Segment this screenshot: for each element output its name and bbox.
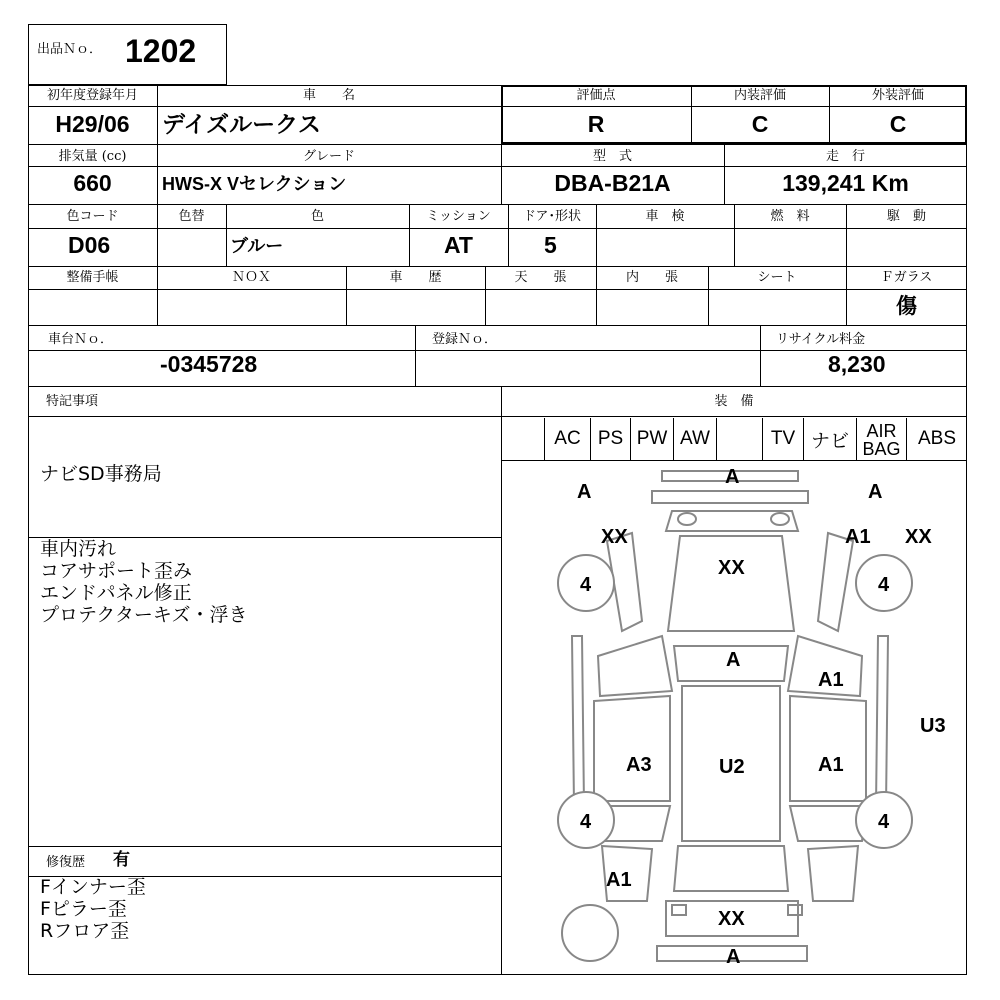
equipment-ac: AC [544,418,590,460]
damage-right-fender-a: A1 [845,526,871,548]
roof-label: 天 張 [514,270,567,285]
equipment-navi: ナビ [803,418,856,460]
model-value: DBA-B21A [554,170,671,196]
damage-roof: U2 [719,756,745,778]
damage-left-rear-door: A3 [626,754,652,776]
lot-label: 出品Ｎｏ． [37,42,103,57]
equipment-airbag: AIR BAG [856,418,906,460]
repair-line: Fピラー歪 [40,898,127,920]
fuel-label: 燃 料 [770,209,810,224]
damage-right-rear-door: A1 [818,754,844,776]
recycle-value: 8,230 [828,351,886,377]
inspection-label: 車 検 [645,209,685,224]
spare-tire-circle [562,905,618,961]
color-label: 色 [310,209,324,224]
equipment-label: 装 備 [714,394,754,409]
equipment-tv: TV [762,418,803,460]
equipment-pw: PW [630,418,673,460]
damage-left-fender: XX [601,526,628,548]
repair-value: 有 [113,850,130,870]
first-reg-value: H29/06 [55,111,130,137]
exterior-value: C [889,111,907,137]
damage-right-front-door: A1 [818,669,844,691]
car-name-value: デイズルークス [162,111,321,137]
notes-line: エンドパネル修正 [40,582,192,604]
damage-roof-front: A [726,649,741,671]
equipment-empty [716,418,762,460]
door-value: 5 [544,232,557,258]
repair-label: 修復歴 [46,855,86,870]
repair-line: Rフロア歪 [40,920,130,942]
notes-top: ナビSD事務局 [40,463,162,485]
lot-box [28,24,227,85]
chassis-value: -0345728 [160,351,258,377]
equipment-ps: PS [590,418,630,460]
color-value: ブルー [230,236,284,256]
color-change-label: 色替 [178,209,205,224]
notes-line: プロテクターキズ・浮き [40,604,248,626]
interior-label: 内装評価 [733,88,786,103]
notes-line: 車内汚れ [40,538,117,560]
repair-list [40,876,146,942]
damage-front: A [725,466,740,488]
damage-front-right: A [868,481,883,503]
interior-trim-label: 内 張 [625,270,678,285]
color-code-value: D06 [68,232,111,258]
interior-value: C [751,111,769,137]
chassis-label: 車台Ｎｏ． [48,332,114,347]
tire-fr: 4 [878,574,890,596]
mission-value: AT [444,232,473,258]
car-diagram [502,461,966,974]
equipment-aw: AW [673,418,716,460]
tire-rl: 4 [580,811,592,833]
recycle-label: リサイクル料金 [776,332,866,347]
color-code-label: 色コード [66,209,119,224]
service-label: 整備手帳 [66,270,119,285]
notes-label: 特記事項 [46,394,99,409]
damage-left-rear-quarter: A1 [606,869,632,891]
door-label: ドア･形状 [522,209,582,224]
score-label: 評価点 [576,88,616,103]
lot-number: 1202 [125,33,197,69]
equipment-blank [501,418,544,460]
damage-rear-panel: XX [718,908,745,930]
damage-right-fender-b: XX [905,526,932,548]
fglass-label: Ｆガラス [880,270,933,285]
damage-hood: XX [718,557,745,579]
notes-list [40,538,247,626]
drive-label: 駆 動 [886,209,926,224]
nox-label: ＮＯＸ [231,270,271,285]
tire-rr: 4 [878,811,890,833]
mileage-label: 走 行 [825,149,865,164]
exterior-label: 外装評価 [871,88,924,103]
displacement-value: 660 [73,170,112,196]
displacement-label: 排気量 (cc) [58,149,127,164]
first-reg-label: 初年度登録年月 [46,88,138,103]
seat-label: シート [757,270,797,285]
fglass-value: 傷 [896,293,917,318]
damage-front-left: A [577,481,592,503]
damage-right-side: U3 [920,715,946,737]
model-label: 型 式 [592,149,632,164]
mission-label: ミッション [426,209,491,224]
mileage-value: 139,241 Km [782,170,909,196]
equipment-abs: ABS [906,418,967,460]
grade-value: HWS-X Vセレクション [162,174,347,194]
tire-fl: 4 [580,574,592,596]
damage-rear: A [726,946,741,968]
notes-line: コアサポート歪み [40,560,193,582]
history-label: 車 歴 [389,270,442,285]
reg-label: 登録Ｎｏ． [432,332,498,347]
score-value: R [587,111,605,137]
car-name-label: 車 名 [302,88,355,103]
grade-label: グレード [302,149,355,164]
repair-line: Fインナー歪 [40,876,146,898]
